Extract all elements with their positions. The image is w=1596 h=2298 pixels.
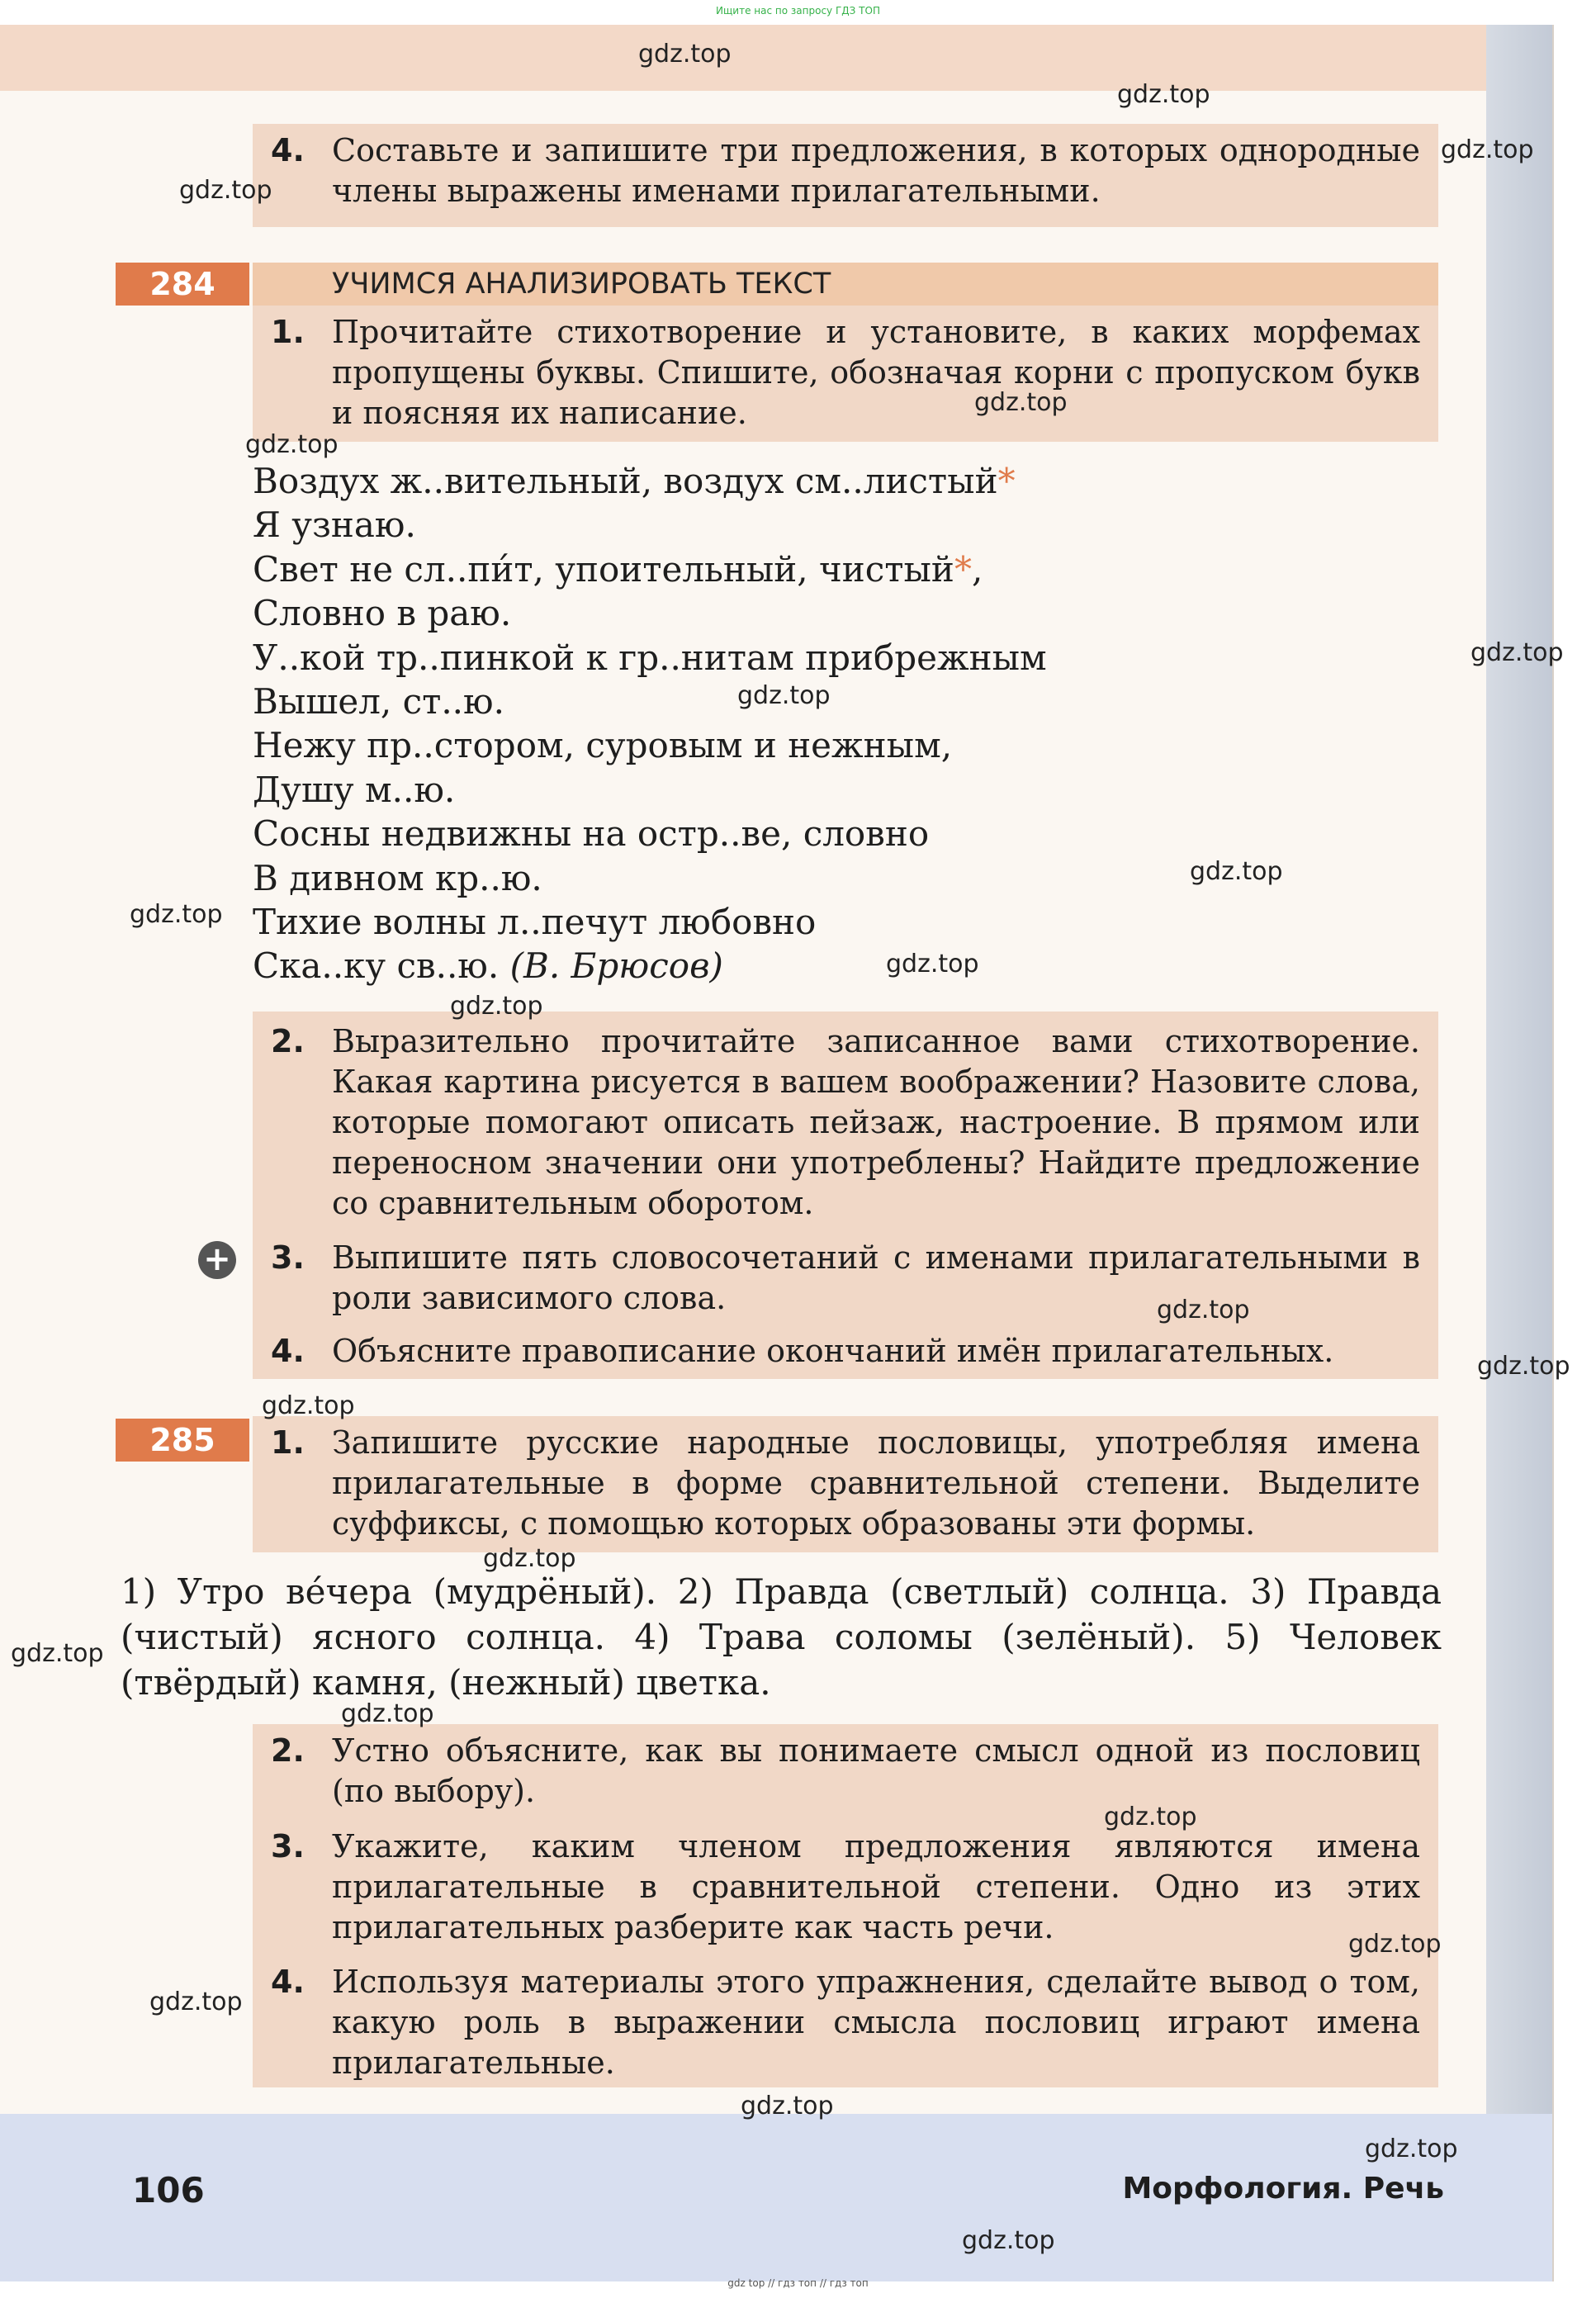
task-text: Прочитайте стихотворение и установите, в каких морфемах пропущены буквы. Спишите, обозначая корни с пропуском букв и поясняя их написание. <box>332 314 1420 431</box>
asterisk-mark: * <box>997 461 1016 501</box>
task-number: 4. <box>271 1964 305 2000</box>
task-number: 4. <box>271 1333 305 1369</box>
task-text: Укажите, каким членом предложения являются имена прилагательные в сравнительной степени. Одно из этих прилагательных разберите как часть речи. <box>332 1828 1420 1945</box>
watermark: gdz.top <box>130 900 223 929</box>
watermark: gdz.top <box>1348 1930 1442 1959</box>
watermark: gdz.top <box>245 430 339 459</box>
watermark: gdz.top <box>886 950 979 978</box>
poem-line: Ска..ку св..ю. (В. Брюсов) <box>253 945 723 987</box>
task-285-2 <box>272 1731 1420 1812</box>
watermark: gdz.top <box>974 388 1068 417</box>
watermark: gdz.top <box>341 1699 434 1728</box>
task-text: Используя материалы этого упражнения, сделайте вывод о том, какую роль в выражении смысла пословиц играют имена прилагательные. <box>332 1964 1420 2081</box>
watermark: gdz.top <box>262 1391 355 1420</box>
poem-line: У..кой тр..пинкой к гр..нитам прибрежным <box>253 637 1047 678</box>
watermark: gdz.top <box>741 2092 834 2120</box>
poem-author: (В. Брюсов) <box>509 945 723 987</box>
page-section-name: Морфология. Речь <box>1122 2172 1444 2206</box>
header-link[interactable]: Ищите нас по запросу ГДЗ ТОП <box>716 5 880 17</box>
task-text: Выпишите пять словосочетаний с именами прилагательными в роли зависимого слова. <box>332 1239 1420 1316</box>
watermark: gdz.top <box>179 176 272 205</box>
task-285-3 <box>272 1827 1420 1948</box>
watermark: gdz.top <box>1470 638 1564 667</box>
watermark: gdz.top <box>1441 135 1534 164</box>
watermark: gdz.top <box>1157 1296 1250 1324</box>
page-number: 106 <box>132 2170 205 2210</box>
task-284-1 <box>272 312 1420 434</box>
watermark: gdz.top <box>1190 857 1283 886</box>
watermark: gdz.top <box>737 681 831 710</box>
proverbs: 1) Утро ве́чера (мудрёный). 2) Правда (светлый) солнца. 3) Правда (чистый) ясного солнца. 4) Трава соломы (зелёный). 5) Человек (твёрдый) камня, (нежный) цветка. <box>121 1571 1442 1703</box>
task-number: 2. <box>271 1023 305 1059</box>
task-number: 2. <box>271 1732 305 1769</box>
asterisk-mark: * <box>954 548 972 590</box>
prev-task-4 <box>272 130 1420 211</box>
watermark: gdz.top <box>1104 1803 1197 1831</box>
poem-punctuation: , <box>971 548 983 590</box>
task-text: Устно объясните, как вы понимаете смысл одной из пословиц (по выбору). <box>332 1732 1420 1809</box>
exercise-number-284: 284 <box>116 263 249 306</box>
task-285-1 <box>272 1423 1420 1544</box>
poem-line: Вышел, ст..ю. <box>253 681 504 723</box>
task-285-4 <box>272 1962 1420 2083</box>
footer-links[interactable]: gdz top // гдз топ // гдз топ <box>727 2277 869 2289</box>
watermark: gdz.top <box>1477 1352 1570 1381</box>
poem-line: Душу м..ю. <box>253 769 456 810</box>
plus-icon: + <box>198 1241 236 1279</box>
watermark: gdz.top <box>11 1639 104 1668</box>
top-margin-band <box>0 25 1486 91</box>
watermark: gdz.top <box>450 992 543 1021</box>
watermark: gdz.top <box>1365 2135 1458 2163</box>
task-number: 3. <box>271 1828 305 1864</box>
watermark: gdz.top <box>483 1544 576 1573</box>
task-284-4 <box>272 1331 1420 1372</box>
poem-line: Я узнаю. <box>253 505 416 546</box>
task-284-2 <box>272 1021 1420 1224</box>
watermark: gdz.top <box>638 40 732 69</box>
poem-line: В дивном кр..ю. <box>253 857 542 898</box>
task-number: 4. <box>271 132 305 168</box>
task-number: 1. <box>271 1424 305 1461</box>
watermark: gdz.top <box>962 2226 1055 2255</box>
poem-line: Словно в раю. <box>253 593 512 634</box>
task-text: Объясните правописание окончаний имён прилагательных. <box>332 1333 1334 1369</box>
poem <box>253 459 1326 988</box>
task-number: 3. <box>271 1239 305 1276</box>
exercise-number-285: 285 <box>116 1419 249 1462</box>
side-strip <box>1486 25 1552 2281</box>
section-title <box>253 263 1438 306</box>
task-text: Выразительно прочитайте записанное вами стихотворение. Какая картина рисуется в вашем воображении? Назовите слова, которые помогают описать пейзаж, настроение. В прямом или переносном значении они употреблены? Найдите предложение со сравнительным оборотом. <box>332 1023 1420 1221</box>
task-text: Запишите русские народные пословицы, употребляя имена прилагательные в форме сравнительной степени. Выделите суффиксы, с помощью которых образованы эти формы. <box>332 1424 1420 1542</box>
watermark: gdz.top <box>149 1988 243 2016</box>
task-text: Составьте и запишите три предложения, в которых однородные члены выражены именами прилагательными. <box>332 132 1420 209</box>
watermark: gdz.top <box>1117 80 1210 109</box>
poem-line: Свет не сл..пи́т, упоительный, чистый*, <box>253 548 983 590</box>
poem-line: Нежу пр..стором, суровым и нежным, <box>253 725 953 766</box>
section-title-text: УЧИМСЯ АНАЛИЗИРОВАТЬ ТЕКСТ <box>332 268 831 301</box>
task-number: 1. <box>271 314 305 350</box>
poem-line: Воздух ж..вительный, воздух см..листый* <box>253 461 1016 501</box>
poem-line: Тихие волны л..печут любовно <box>253 902 817 943</box>
poem-line: Сосны недвижны на остр..ве, словно <box>253 813 930 855</box>
